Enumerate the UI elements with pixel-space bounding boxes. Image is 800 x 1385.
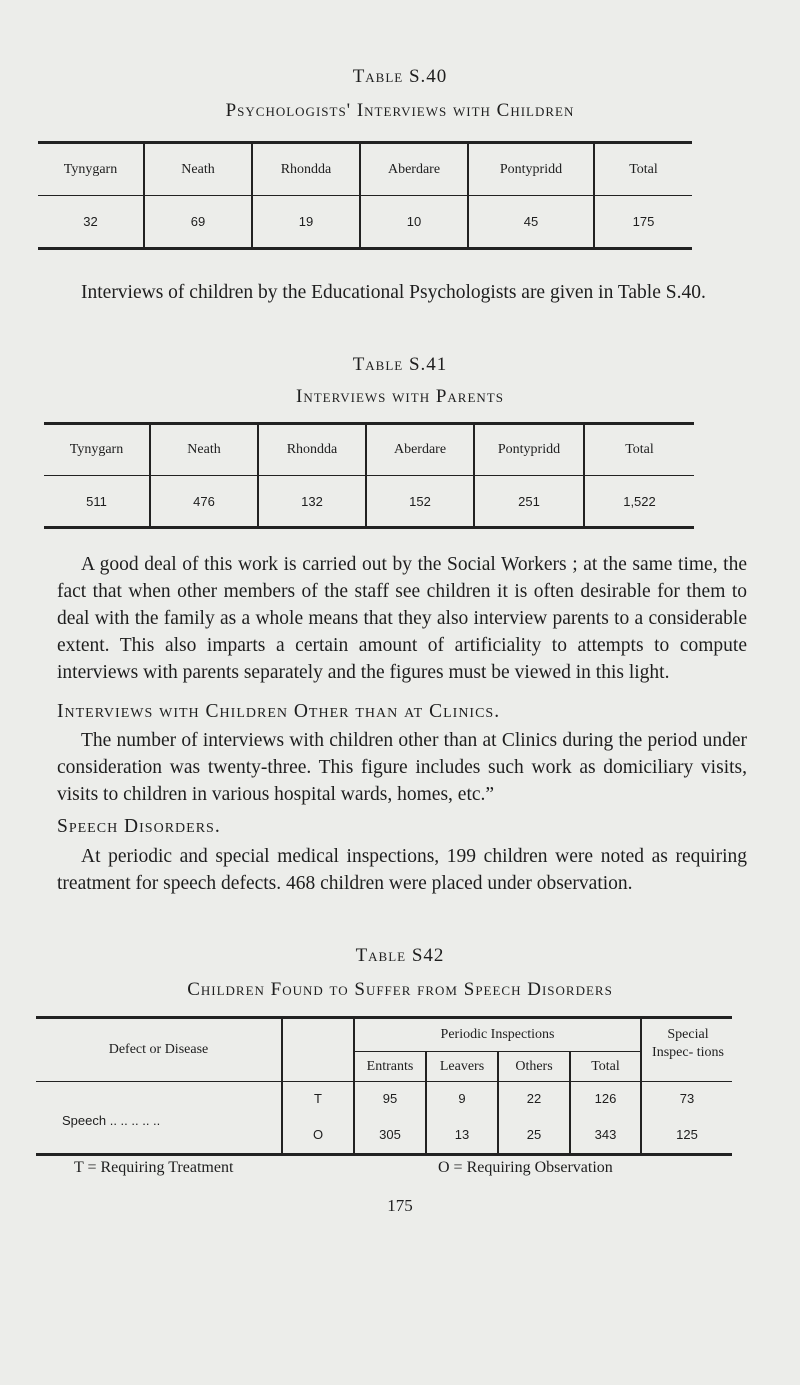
table-s40-header: Rhondda — [252, 143, 360, 196]
table-s41-header: Rhondda — [258, 424, 366, 476]
table-s40-cell: 19 — [252, 196, 360, 249]
table-s41-header: Neath — [150, 424, 258, 476]
table-s40-caption: Table S.40 — [352, 66, 448, 87]
table-s42-header-periodic: Periodic Inspections — [440, 1027, 555, 1042]
table-s41-cell: 132 — [258, 476, 366, 528]
table-s42-cell: 13 — [454, 1127, 470, 1142]
table-s42-header-defect: Defect or Disease — [36, 1019, 281, 1082]
table-s41-header: Tynygarn — [44, 424, 150, 476]
table-s42-bottom-rule — [36, 1153, 732, 1156]
table-s42-cell: 305 — [379, 1127, 401, 1142]
legend-observation: O = Requiring Observation — [438, 1159, 613, 1176]
table-s40-header: Total — [594, 143, 692, 196]
table-s42-header-special: Special Inspec- tions — [652, 1027, 724, 1060]
table-s42-cell: 95 — [382, 1091, 398, 1106]
table-s40-cell: 69 — [144, 196, 252, 249]
table-s42-cell: 125 — [676, 1127, 698, 1142]
table-s40-header: Aberdare — [360, 143, 468, 196]
table-s40-cell: 175 — [594, 196, 692, 249]
section-heading-speech-disorders: Speech Disorders. — [57, 816, 221, 837]
table-s40-title: Psychologists' Interviews with Children — [225, 100, 575, 121]
table-s42-code-o: O — [312, 1127, 324, 1142]
table-s42-title: Children Found to Suffer from Speech Disorders — [187, 979, 613, 1000]
table-s41-cell: 511 — [44, 476, 150, 528]
table-s41-cell: 251 — [474, 476, 584, 528]
paragraph-text: At periodic and special medical inspections, 199 children were noted as requiring treatment for speech defects. 468 children were placed under observation. — [57, 846, 747, 894]
table-s41-header: Aberdare — [366, 424, 474, 476]
table-s42-defect-column — [36, 1019, 281, 1153]
table-s42-cell: 9 — [458, 1091, 466, 1106]
paragraph-interviews-children — [57, 279, 747, 306]
table-s42-cell: 343 — [594, 1127, 617, 1142]
table-s40 — [38, 141, 692, 250]
table-s42-code-t: T — [314, 1091, 322, 1106]
legend-treatment: T = Requiring Treatment — [74, 1159, 234, 1176]
paragraph-speech-disorders — [57, 843, 747, 897]
table-s42-subheader: Leavers — [439, 1059, 485, 1074]
table-s42-cell: 126 — [594, 1091, 617, 1106]
paragraph-text: Interviews of children by the Educational Psychologists are given in Table S.40. — [81, 282, 706, 303]
table-s41 — [44, 422, 694, 529]
table-s42-cell: 22 — [526, 1091, 542, 1106]
table-s40-cell: 32 — [38, 196, 144, 249]
table-s42-subheader: Total — [591, 1059, 620, 1074]
table-s42-row-label: Speech .. .. .. .. .. — [62, 1113, 161, 1128]
table-s41-cell: 1,522 — [584, 476, 694, 528]
table-s42-cell: 25 — [526, 1127, 542, 1142]
paragraph-interviews-other — [57, 727, 747, 808]
table-s41-caption: Table S.41 — [352, 354, 448, 375]
table-s41-cell: 476 — [150, 476, 258, 528]
table-s42-cell: 73 — [679, 1091, 695, 1106]
table-s40-header: Pontypridd — [468, 143, 594, 196]
table-s42-caption: Table S42 — [355, 945, 445, 966]
paragraph-text: The number of interviews with children other than at Clinics during the period under consideration was twenty-three. This figure includes such work as domiciliary visits, visits to children in various hospital wards, homes, etc.” — [57, 730, 747, 805]
table-s40-cell: 45 — [468, 196, 594, 249]
section-heading-interviews-other: Interviews with Children Other than at Clinics. — [57, 701, 501, 722]
table-s42-subheader: Entrants — [366, 1059, 414, 1074]
paragraph-text: A good deal of this work is carried out by the Social Workers ; at the same time, the fact that when other members of the staff see children it is often desirable for them to deal with the family as a whole means that they also interview parents to a considerable extent. This also imparts a certain amount of artificiality to attempts to compute interviews with parents separately and the figures must be viewed in this light. — [57, 554, 747, 683]
table-s40-cell: 10 — [360, 196, 468, 249]
table-s40-header: Neath — [144, 143, 252, 196]
table-s42-subheader: Others — [515, 1059, 553, 1074]
table-s41-title: Interviews with Parents — [296, 386, 504, 407]
table-s41-cell: 152 — [366, 476, 474, 528]
paragraph-social-workers — [57, 551, 747, 686]
table-s40-header: Tynygarn — [38, 143, 144, 196]
page-number: 175 — [387, 1196, 413, 1215]
table-s41-header: Pontypridd — [474, 424, 584, 476]
table-s41-header: Total — [584, 424, 694, 476]
